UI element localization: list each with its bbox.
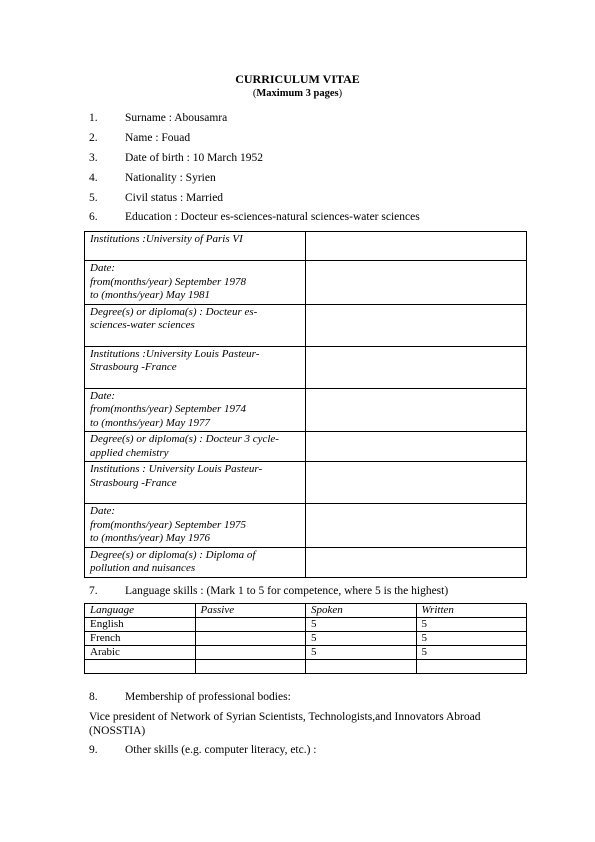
language-cell: French xyxy=(85,632,196,646)
language-cell xyxy=(195,632,306,646)
language-cell: English xyxy=(85,618,196,632)
item-civil-status: 5. Civil status : Married xyxy=(89,192,224,204)
education-value-cell xyxy=(306,462,527,504)
education-value-cell xyxy=(306,547,527,577)
language-cell xyxy=(85,660,196,674)
language-cell xyxy=(416,660,527,674)
education-row xyxy=(85,261,527,305)
education-value-cell xyxy=(306,432,527,462)
language-cell xyxy=(195,646,306,660)
language-cell xyxy=(195,618,306,632)
education-cell: Date: from(months/year) September 1974 to (months/year) May 1977 xyxy=(85,388,306,432)
item-language-skills: 7. Language skills : (Mark 1 to 5 for competence, where 5 is the highest) xyxy=(89,585,449,597)
language-header-cell: Written xyxy=(416,604,527,618)
education-value-cell xyxy=(306,388,527,432)
education-row xyxy=(85,462,527,504)
language-cell: 5 xyxy=(416,618,527,632)
education-cell: Institutions : University Louis Pasteur- Strasbourg -France xyxy=(85,462,306,504)
language-header-cell: Spoken xyxy=(306,604,417,618)
education-row xyxy=(85,504,527,548)
education-value-cell xyxy=(306,261,527,305)
education-cell: Institutions :University Louis Pasteur- Strasbourg -France xyxy=(85,346,306,388)
language-cell: 5 xyxy=(306,618,417,632)
language-cell: Arabic xyxy=(85,646,196,660)
education-row xyxy=(85,232,527,261)
item-name: 2. Name : Fouad xyxy=(89,132,191,144)
education-cell: Date: from(months/year) September 1978 to (months/year) May 1981 xyxy=(85,261,306,305)
education-row xyxy=(85,547,527,577)
language-row xyxy=(85,646,527,660)
education-row xyxy=(85,388,527,432)
education-cell: Date: from(months/year) September 1975 to (months/year) May 1976 xyxy=(85,504,306,548)
education-value-cell xyxy=(306,346,527,388)
education-row xyxy=(85,304,527,346)
item-education: 6. Education : Docteur es-sciences-natural sciences-water sciences xyxy=(89,211,420,223)
language-header-row xyxy=(85,604,527,618)
education-cell: Degree(s) or diploma(s) : Docteur 3 cycle- applied chemistry xyxy=(85,432,306,462)
language-row xyxy=(85,660,527,674)
education-cell: Institutions :University of Paris VI xyxy=(85,232,306,261)
language-table xyxy=(84,603,527,674)
education-value-cell xyxy=(306,504,527,548)
document-title: CURRICULUM VITAE xyxy=(235,72,360,86)
item-other-skills: 9. Other skills (e.g. computer literacy, etc.) : xyxy=(89,744,317,756)
education-row xyxy=(85,346,527,388)
education-value-cell xyxy=(306,232,527,261)
item-nationality: 4. Nationality : Syrien xyxy=(89,172,216,184)
item-membership: 8. Membership of professional bodies: xyxy=(89,691,291,703)
language-cell: 5 xyxy=(306,646,417,660)
education-value-cell xyxy=(306,304,527,346)
language-cell: 5 xyxy=(306,632,417,646)
membership-text: Vice president of Network of Syrian Scientists, Technologists,and Innovators Abroad (NOSSTIA) xyxy=(89,711,481,737)
education-table xyxy=(84,231,527,578)
education-cell: Degree(s) or diploma(s) : Docteur es- sciences-water sciences xyxy=(85,304,306,346)
language-cell: 5 xyxy=(416,646,527,660)
item-surname: 1. Surname : Abousamra xyxy=(89,112,228,124)
language-cell: 5 xyxy=(416,632,527,646)
language-header-cell: Passive xyxy=(195,604,306,618)
education-cell: Degree(s) or diploma(s) : Diploma of pollution and nuisances xyxy=(85,547,306,577)
language-cell xyxy=(306,660,417,674)
language-cell xyxy=(195,660,306,674)
language-row xyxy=(85,618,527,632)
document-subtitle: (Maximum 3 pages) xyxy=(252,88,343,99)
language-row xyxy=(85,632,527,646)
language-header-cell: Language xyxy=(85,604,196,618)
education-row xyxy=(85,432,527,462)
item-date-of-birth: 3. Date of birth : 10 March 1952 xyxy=(89,152,263,164)
